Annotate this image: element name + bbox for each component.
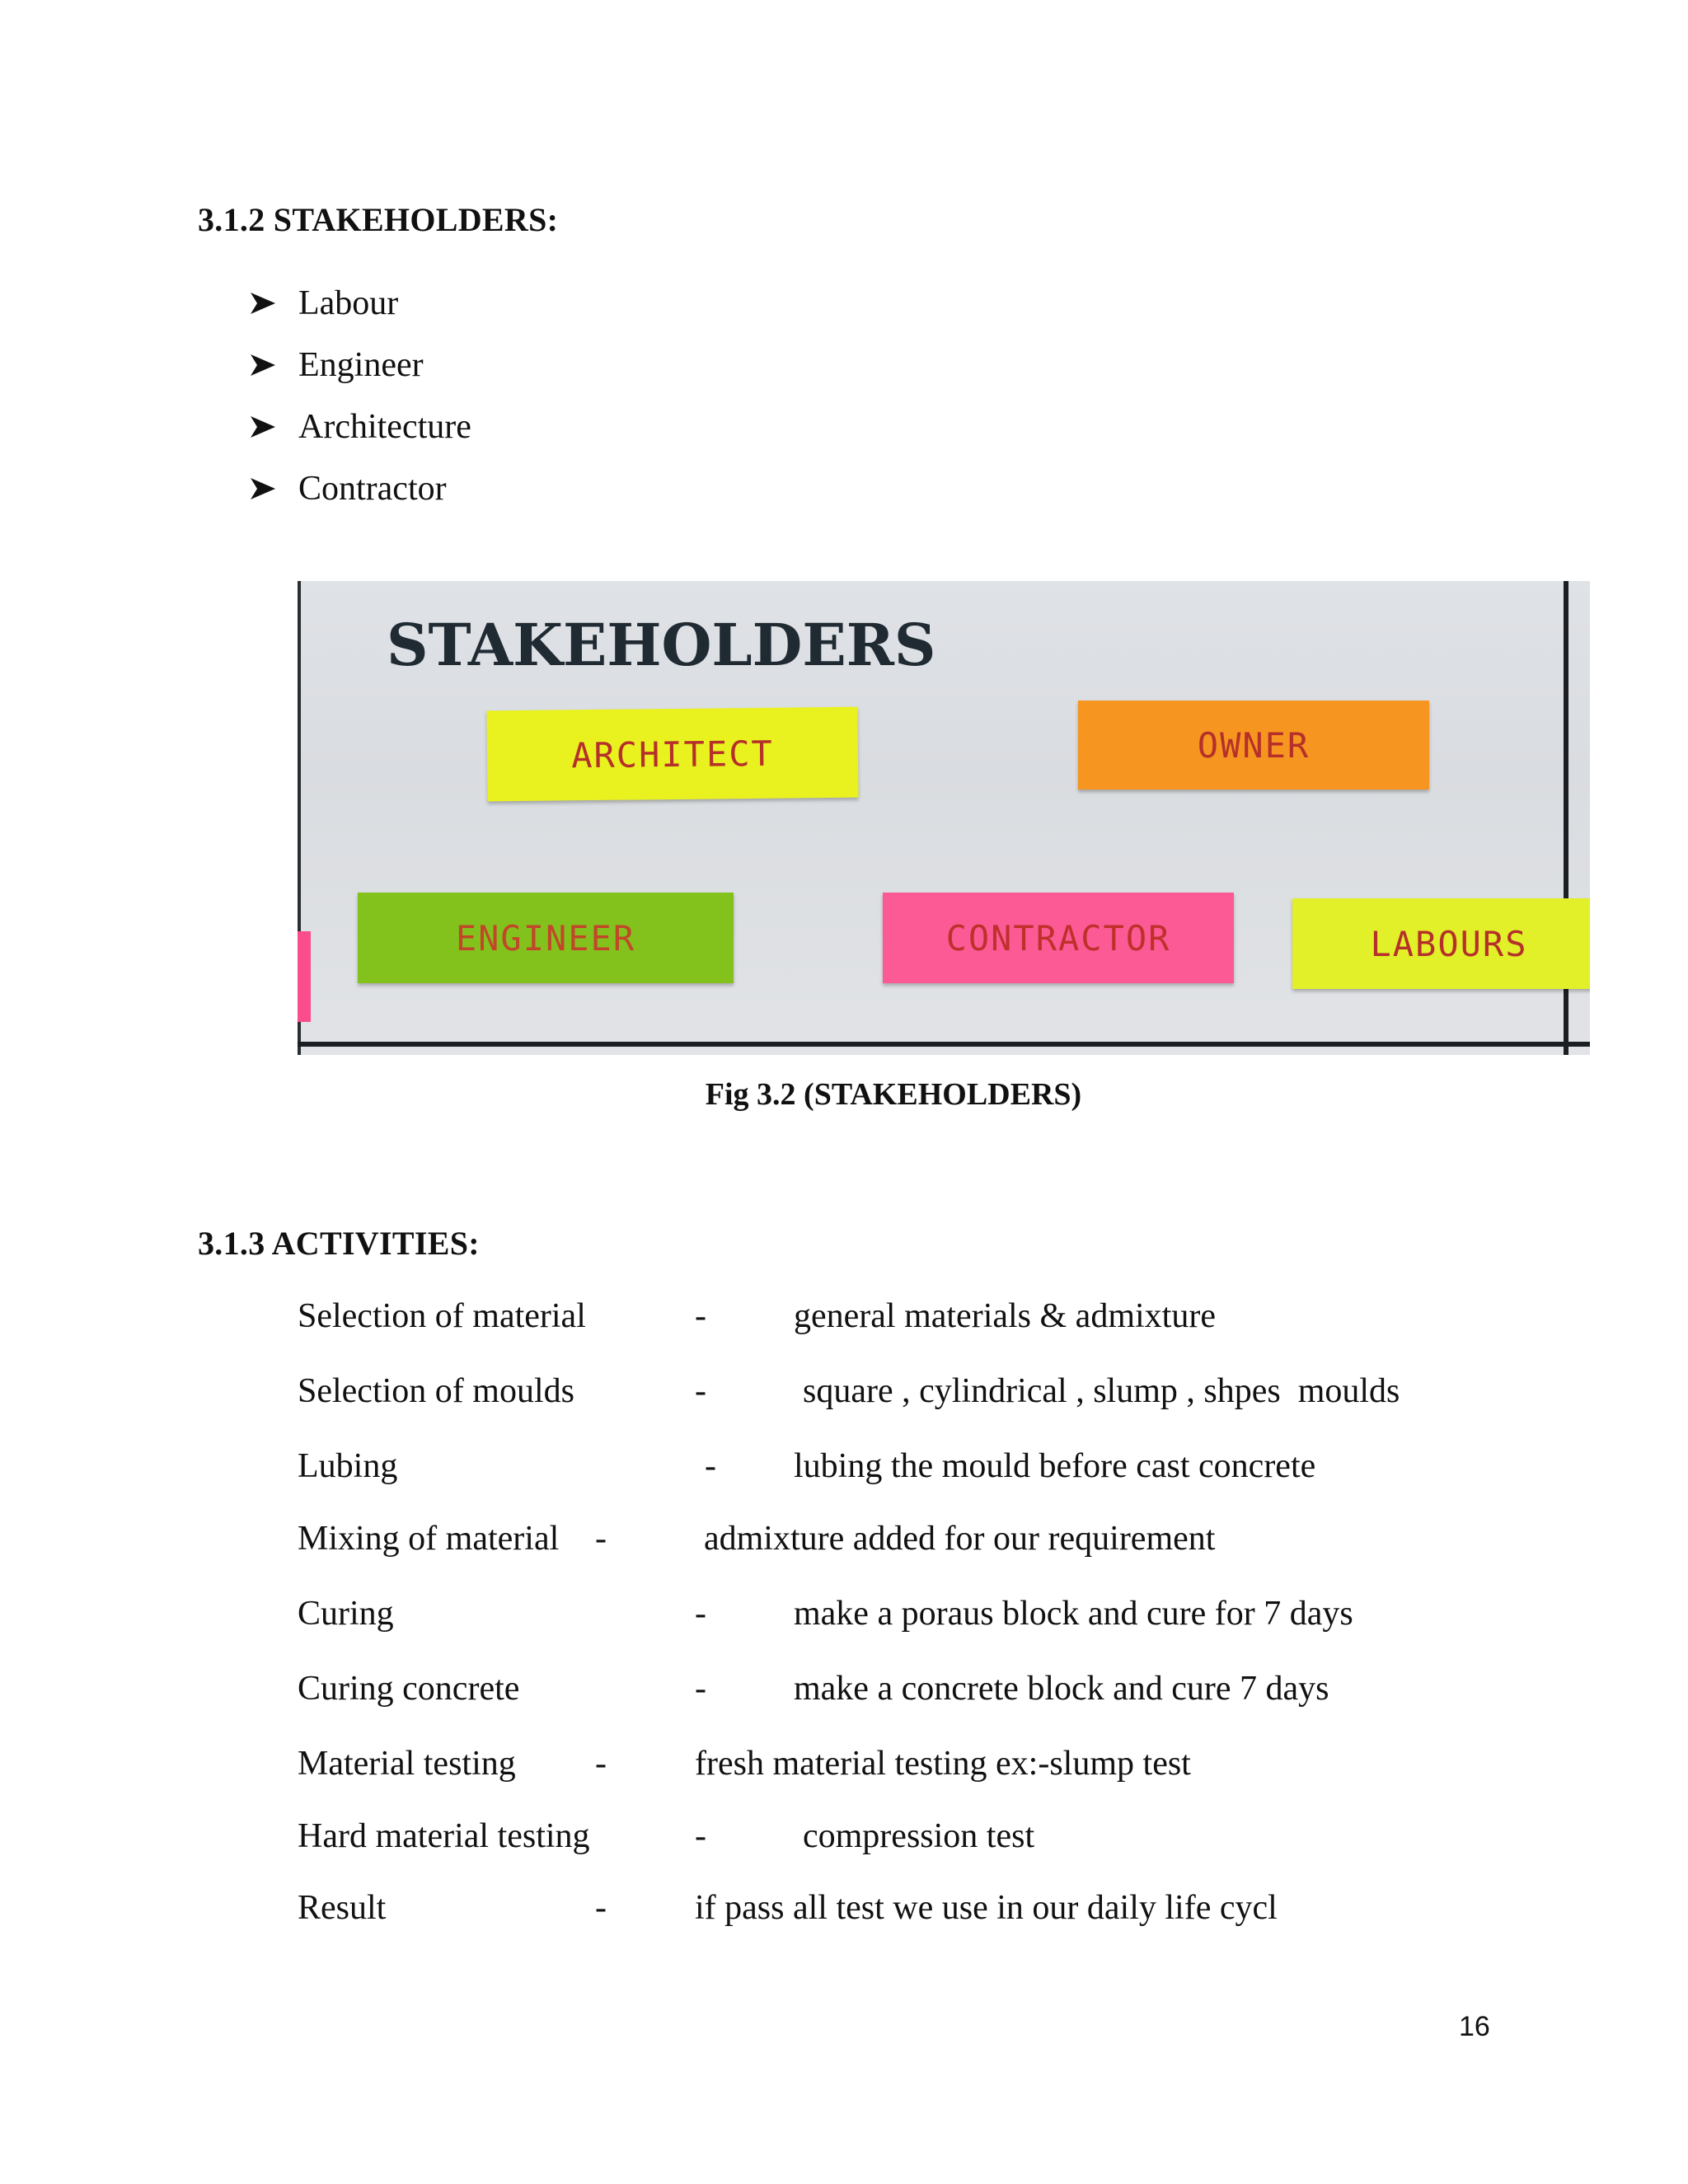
activity-name: Selection of material (298, 1297, 586, 1335)
activity-name: Hard material testing (298, 1817, 590, 1855)
activity-row (0, 1669, 1688, 1718)
activity-dash: - (695, 1817, 706, 1855)
activity-name: Material testing (298, 1745, 516, 1783)
activity-description: lubing the mould before cast concrete (794, 1447, 1316, 1485)
sticky-note-architect: ARCHITECT (486, 707, 858, 802)
activity-name: Curing concrete (298, 1670, 520, 1708)
sticky-note-engineer: ENGINEER (358, 893, 734, 983)
activity-description: make a concrete block and cure 7 days (794, 1670, 1329, 1708)
activity-description: fresh material testing ex:-slump test (695, 1745, 1191, 1783)
activity-name: Curing (298, 1595, 394, 1633)
sticky-note-contractor: CONTRACTOR (883, 893, 1234, 983)
activity-dash: - (695, 1670, 706, 1708)
activity-dash: - (695, 1372, 706, 1410)
stakeholder-label: Architecture (298, 407, 471, 446)
activity-row (0, 1594, 1688, 1643)
activity-row (0, 1446, 1688, 1496)
stakeholder-label: Contractor (298, 469, 447, 508)
activity-description: make a poraus block and cure for 7 days (794, 1595, 1353, 1633)
activity-dash: - (705, 1447, 716, 1485)
activity-description: general materials & admixture (794, 1297, 1216, 1335)
activity-description: admixture added for our requirement (704, 1520, 1216, 1558)
activity-dash: - (595, 1745, 607, 1783)
activity-dash: - (695, 1297, 706, 1335)
activity-name: Selection of moulds (298, 1372, 574, 1410)
activity-row (0, 1888, 1688, 1938)
activity-dash: - (595, 1520, 607, 1558)
activity-description: compression test (803, 1817, 1035, 1855)
activity-name: Result (298, 1889, 387, 1927)
activity-row (0, 1816, 1688, 1866)
activity-row (0, 1744, 1688, 1793)
figure-caption: Fig 3.2 (STAKEHOLDERS) (705, 1077, 1082, 1112)
page-number: 16 (1459, 2011, 1490, 2042)
board-title: STAKEHOLDERS (387, 611, 936, 679)
activity-row (0, 1519, 1688, 1568)
stakeholder-label: Engineer (298, 345, 424, 384)
activity-name: Lubing (298, 1447, 398, 1485)
activity-name: Mixing of material (298, 1520, 560, 1558)
sticky-note-owner: OWNER (1078, 701, 1429, 790)
activities-heading: 3.1.3 ACTIVITIES: (198, 1225, 480, 1262)
activity-row (0, 1296, 1688, 1346)
sticky-note-labours: LABOURS (1292, 898, 1590, 989)
stakeholders-heading: 3.1.2 STAKEHOLDERS: (198, 201, 559, 238)
activity-description: square , cylindrical , slump , shpes moulds (803, 1372, 1400, 1410)
activity-dash: - (595, 1889, 607, 1927)
activity-description: if pass all test we use in our daily life cycl (695, 1889, 1278, 1927)
stakeholder-label: Labour (298, 284, 399, 322)
activity-row (0, 1371, 1688, 1421)
activity-dash: - (695, 1595, 706, 1633)
